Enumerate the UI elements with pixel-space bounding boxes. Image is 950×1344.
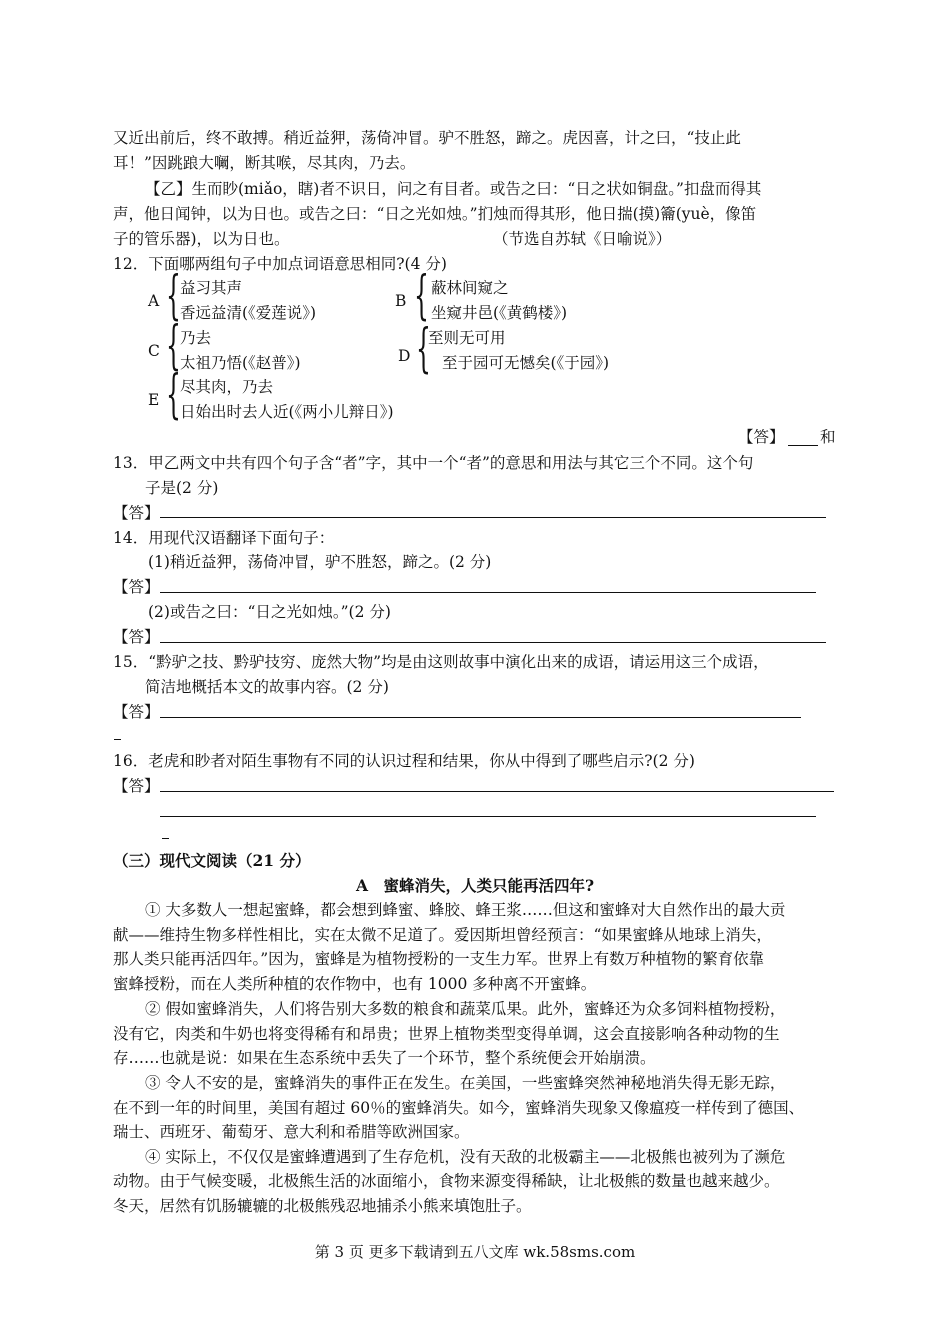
q14-stem: 14．用现代汉语翻译下面句子： xyxy=(113,529,335,547)
brace-icon: { xyxy=(414,266,429,326)
paragraph-line: 存……也就是说：如果在生态系统中丢失了一个环节，整个系统便会开始崩溃。 xyxy=(113,1049,656,1067)
brace-icon: { xyxy=(416,319,431,379)
page-footer: 第 3 页 更多下载请到五八文库 wk.58sms.com xyxy=(314,1243,636,1261)
passage-jia-line-2: 耳！”因跳踉大㘎，断其喉，尽其肉，乃去。 xyxy=(113,154,416,172)
q15-line-2: 简洁地概括本文的故事内容。(2 分) xyxy=(145,678,389,696)
q12-answer-label: 【答】 xyxy=(738,428,785,446)
brace-icon: { xyxy=(166,266,181,326)
passage-yi-line-2: 声，他日闻钟，以为日也。或告之曰：“日之光如烛。”扪烛而得其形，他日揣(摸)籥(yuè，像笛 xyxy=(113,205,757,223)
q13-line-2: 子是(2 分) xyxy=(145,479,219,497)
q12-stem: 12．下面哪两组句子中加点词语意思相同?(4 分) xyxy=(113,255,447,273)
option-letter: B xyxy=(395,292,407,310)
paragraph-line: 蜜蜂授粉，而在人类所种植的农作物中，也有 1000 多种离不开蜜蜂。 xyxy=(113,975,597,993)
option-letter: C xyxy=(148,342,160,360)
option-line-2: 日始出时去人近(《两小儿辩日》) xyxy=(180,403,394,421)
option-line-1: 尽其肉，乃去 xyxy=(180,378,274,396)
brace-icon: { xyxy=(166,316,181,376)
option-line-2: 至于园可无憾矣(《于园》) xyxy=(442,354,610,372)
option-line-2: 太祖乃悟(《赵普》) xyxy=(180,354,301,372)
option-line-1: 乃去 xyxy=(180,329,212,347)
q15-line-1: 15．“黔驴之技、黔驴技穷、庞然大物”均是由这则故事中演化出来的成语，请运用这三个成语， xyxy=(113,653,769,671)
q15-answer-line-stub xyxy=(114,739,121,740)
article-title: A 蜜蜂消失，人类只能再活四年? xyxy=(355,876,595,895)
passage-jia-line-1: 又近出前后，终不敢搏。稍近益狎，荡倚冲冒。驴不胜怒，蹄之。虎因喜，计之曰，“技止此 xyxy=(113,129,741,147)
option-line-1: 蔽林间窥之 xyxy=(431,279,509,297)
q14-answer-line-1[interactable] xyxy=(160,592,816,593)
q13-answer-line[interactable] xyxy=(160,517,826,518)
paragraph-line: 献——维持生物多样性相比，实在太微不足道了。爱因斯坦曾经预言：“如果蜜蜂从地球上消失， xyxy=(113,926,772,944)
paragraph-line: ④ 实际上，不仅仅是蜜蜂遭遇到了生存危机，没有天敌的北极霸主——北极熊也被列为了濒危 xyxy=(145,1148,786,1166)
passage-yi-line-1: 【乙】生而眇(miǎo，瞎)者不识日，问之有目者。或告之曰：“日之状如铜盘。”扣盘而得其 xyxy=(145,180,762,198)
option-letter: D xyxy=(398,347,411,365)
q12-answer-suffix: 和 xyxy=(820,428,836,446)
paragraph-line: 那人类只能再活四年。”因为，蜜蜂是为植物授粉的一支生力军。世界上有数万种植物的繁育依靠 xyxy=(113,950,765,968)
q13-line-1: 13．甲乙两文中共有四个句子含“者”字，其中一个“者”的意思和用法与其它三个不同。这个句 xyxy=(113,454,754,472)
option-line-2: 坐窥井邑(《黄鹤楼》) xyxy=(431,304,568,322)
paragraph-line: 动物。由于气候变暖，北极熊生活的冰面缩小，食物来源变得稀缺，让北极熊的数量也越来越少。 xyxy=(113,1172,780,1190)
paragraph-line: ① 大多数人一想起蜜蜂，都会想到蜂蜜、蜂胶、蜂王浆……但这和蜜蜂对大自然作出的最大贡 xyxy=(145,901,786,919)
q14-answer-label-1: 【答】 xyxy=(113,578,160,596)
q13-answer-label: 【答】 xyxy=(113,504,160,522)
paragraph-line: ② 假如蜜蜂消失，人们将告别大多数的粮食和蔬菜瓜果。此外，蜜蜂还为众多饲料植物授粉， xyxy=(145,1000,786,1018)
q14-sub-1: (1)稍近益狎，荡倚冲冒，驴不胜怒，蹄之。(2 分) xyxy=(148,553,492,571)
q15-answer-line[interactable] xyxy=(160,717,801,718)
q15-answer-label: 【答】 xyxy=(113,703,160,721)
q16-answer-label: 【答】 xyxy=(113,777,160,795)
q16-answer-line-stub xyxy=(162,838,169,839)
option-line-1: 至则无可用 xyxy=(428,329,506,347)
q12-answer-blank[interactable] xyxy=(788,445,818,446)
passage-yi-line-3: 子的管乐器)，以为日也。 xyxy=(113,230,290,248)
q14-answer-line-2[interactable] xyxy=(160,642,826,643)
paragraph-line: 在不到一年的时间里，美国有超过 60％的蜜蜂消失。如今，蜜蜂消失现象又像瘟疫一样传到了德国、 xyxy=(113,1099,805,1117)
paragraph-line: 冬天，居然有饥肠辘辘的北极熊残忍地捕杀小熊来填饱肚子。 xyxy=(113,1197,532,1215)
paragraph-line: 瑞士、西班牙、葡萄牙、意大利和希腊等欧洲国家。 xyxy=(113,1123,470,1141)
brace-icon: { xyxy=(166,365,181,425)
option-letter: E xyxy=(148,391,160,409)
passage-source: （节选自苏轼《日喻说》） xyxy=(493,230,672,248)
paragraph-line: 没有它，肉类和牛奶也将变得稀有和昂贵；世界上植物类型变得单调，这会直接影响各种动物的生 xyxy=(113,1025,780,1043)
paragraph-line: ③ 令人不安的是，蜜蜂消失的事件正在发生。在美国，一些蜜蜂突然神秘地消失得无影无踪， xyxy=(145,1074,786,1092)
q16-answer-line-2[interactable] xyxy=(160,816,816,817)
section-heading: （三）现代文阅读（21 分） xyxy=(113,851,311,870)
q14-sub-2: (2)或告之曰：“日之光如烛。”(2 分) xyxy=(148,603,391,621)
option-letter: A xyxy=(148,292,160,310)
q14-answer-label-2: 【答】 xyxy=(113,628,160,646)
option-line-2: 香远益清(《爱莲说》) xyxy=(180,304,317,322)
q16-stem: 16．老虎和眇者对陌生事物有不同的认识过程和结果，你从中得到了哪些启示?(2 分) xyxy=(113,752,695,770)
option-line-1: 益习其声 xyxy=(180,279,243,297)
q16-answer-line-1[interactable] xyxy=(160,791,834,792)
